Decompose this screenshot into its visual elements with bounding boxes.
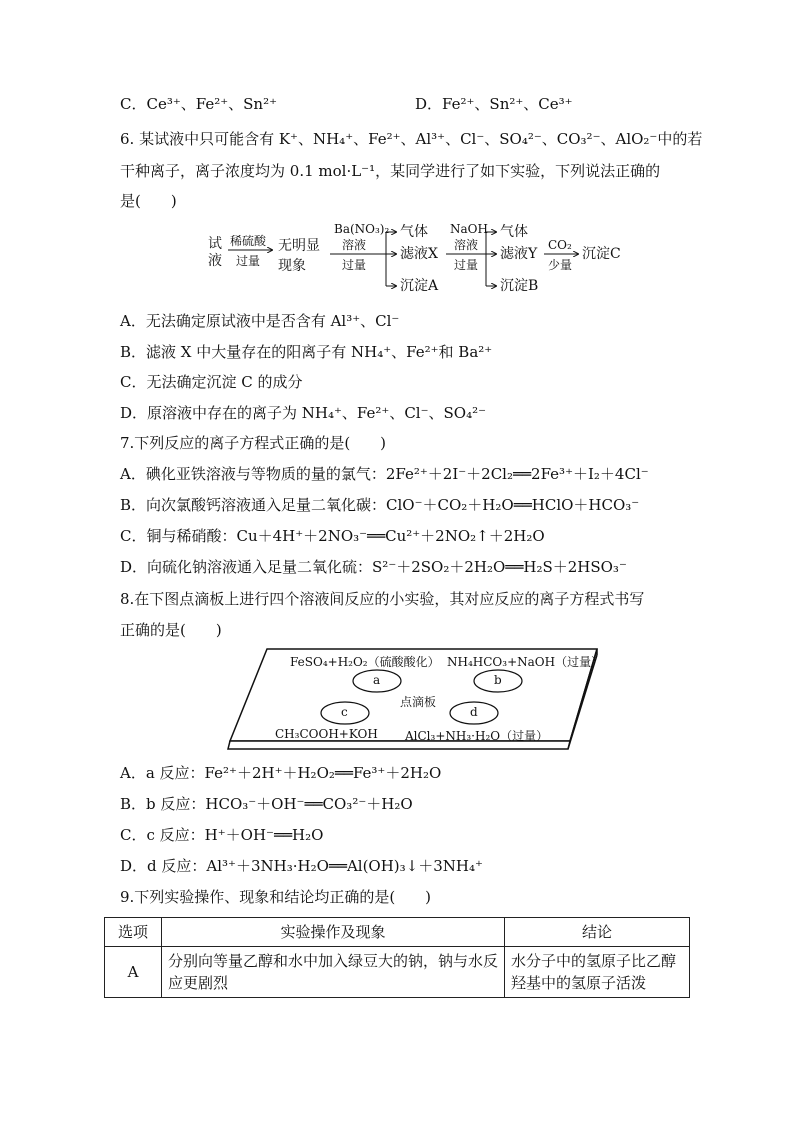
q7-option-c: C．铜与稀硝酸：Cu＋4H⁺＋2NO₃⁻══Cu²⁺＋2NO₂↑＋2H₂O	[120, 527, 545, 545]
q8-option-b: B．b 反应：HCO₃⁻＋OH⁻══CO₃²⁻＋H₂O	[120, 795, 413, 813]
table-header-option: 选项	[105, 918, 162, 947]
table-header-row	[105, 918, 690, 947]
q8-option-c: C．c 反应：H⁺＋OH⁻══H₂O	[120, 826, 324, 844]
flow-filtrate-y: 滤液Y	[500, 246, 538, 262]
q6-option-d: D．原溶液中存在的离子为 NH₄⁺、Fe²⁺、Cl⁻、SO₄²⁻	[120, 404, 487, 422]
flow-reagent4-top: CO₂	[548, 238, 572, 252]
flow-precip-b: 沉淀B	[500, 278, 539, 294]
plate-center-label: 点滴板	[400, 695, 437, 709]
q6-option-c: C．无法确定沉淀 C 的成分	[120, 373, 303, 391]
table-cell-operation: 分别向等量乙醇和水中加入绿豆大的钠，钠与水反应更剧烈	[162, 947, 505, 998]
q8-stem-line2: 正确的是( )	[120, 621, 222, 639]
q6-stem-line1: 6. 某试液中只可能含有 K⁺、NH₄⁺、Fe²⁺、Al³⁺、Cl⁻、SO₄²⁻、CO₃²⁻、AlO₂⁻中的若	[120, 130, 703, 148]
flow-step1-result: 无明显现象	[278, 238, 320, 274]
well-a: a	[373, 673, 381, 687]
table-header-operation: 实验操作及现象	[162, 918, 505, 947]
q6-option-b: B．滤液 X 中大量存在的阳离子有 NH₄⁺、Fe²⁺和 Ba²⁺	[120, 343, 493, 361]
flow-reagent1-top: 稀硫酸	[230, 234, 267, 248]
table-cell-conclusion: 水分子中的氢原子比乙醇羟基中的氢原子活泼	[505, 947, 690, 998]
q8-option-d: D．d 反应：Al³⁺＋3NH₃·H₂O══Al(OH)₃↓＋3NH₄⁺	[120, 857, 483, 875]
q6-stem-line2: 干种离子，离子浓度均为 0.1 mol·L⁻¹，某同学进行了如下实验，下列说法正确的	[120, 162, 661, 180]
flow-gas1: 气体	[400, 224, 428, 240]
flow-gas2: 气体	[500, 224, 528, 240]
q6-stem-line3: 是( )	[120, 192, 177, 210]
well-d: d	[470, 705, 478, 719]
plate-label-b: NH₄HCO₃+NaOH（过量）	[447, 655, 604, 669]
table-row	[105, 947, 690, 998]
table-header-conclusion: 结论	[505, 918, 690, 947]
flow-reagent3-mid: 溶液	[454, 238, 479, 252]
plate-label-c: CH₃COOH+KOH	[275, 727, 378, 741]
q8-option-a: A．a 反应：Fe²⁺＋2H⁺＋H₂O₂══Fe³⁺＋2H₂O	[120, 764, 442, 782]
flow-reagent1-bottom: 过量	[236, 254, 261, 268]
q8-stem-line1: 8.在下图点滴板上进行四个溶液间反应的小实验，其对应反应的离子方程式书写	[120, 590, 645, 608]
q5-option-d: D．Fe²⁺、Sn²⁺、Ce³⁺	[415, 95, 573, 113]
q7-option-d: D．向硫化钠溶液通入足量二氧化硫：S²⁻＋2SO₂＋2H₂O══H₂S＋2HSO₃⁻	[120, 558, 627, 576]
well-b: b	[494, 673, 502, 687]
flow-reagent3-top: NaOH	[450, 222, 488, 236]
q9-table	[104, 917, 690, 998]
flow-reagent2-top: Ba(NO₃)₂	[334, 222, 390, 236]
flow-filtrate-x: 滤液X	[400, 246, 438, 262]
q9-stem: 9.下列实验操作、现象和结论均正确的是( )	[120, 888, 432, 906]
q6-option-a: A．无法确定原试液中是否含有 Al³⁺、Cl⁻	[120, 312, 400, 330]
q7-option-b: B．向次氯酸钙溶液通入足量二氧化碳：ClO⁻＋CO₂＋H₂O══HClO＋HCO₃⁻	[120, 496, 640, 514]
q6-flow-diagram	[200, 220, 630, 300]
flow-reagent2-mid: 溶液	[342, 238, 367, 252]
table-cell-option: A	[105, 947, 162, 998]
flow-reagent2-bottom: 过量	[342, 258, 367, 272]
plate-label-d: AlCl₃+NH₃·H₂O（过量）	[405, 729, 549, 743]
flow-start: 试液	[208, 236, 222, 269]
flow-reagent4-bottom: 少量	[548, 258, 573, 272]
q5-option-c: C．Ce³⁺、Fe²⁺、Sn²⁺	[120, 95, 278, 113]
flow-reagent3-bottom: 过量	[454, 258, 479, 272]
plate-label-a: FeSO₄+H₂O₂（硫酸酸化）	[290, 655, 440, 669]
well-c: c	[341, 705, 348, 719]
flow-precip-a: 沉淀A	[400, 278, 439, 294]
q7-option-a: A．碘化亚铁溶液与等物质的量的氯气：2Fe²⁺＋2I⁻＋2Cl₂══2Fe³⁺＋I₂＋4Cl⁻	[120, 465, 649, 483]
spot-plate-diagram	[225, 645, 610, 755]
q7-stem: 7.下列反应的离子方程式正确的是( )	[120, 434, 387, 452]
flow-precip-c: 沉淀C	[582, 246, 621, 262]
